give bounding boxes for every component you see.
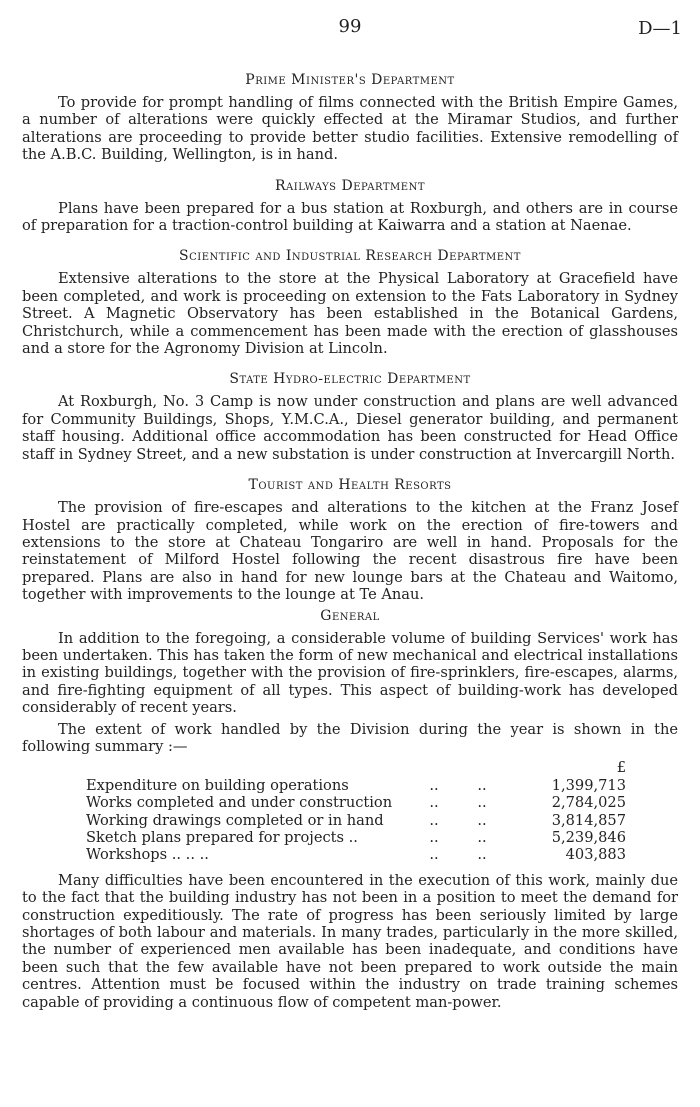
section-general [22,608,678,756]
leader-dots: .. [429,794,439,812]
section-heading: General [320,607,380,624]
leader-dots: .. [429,829,439,846]
currency-symbol: £ [616,759,626,777]
paragraph: To provide for prompt handling of films connected with the British Empire Games, a number of alterations were quickly effected at the Miramar Studios, and further alterations are proceeding to provide better studio facilities. Extensive remodelling of the A.B.C. Building, Wellington, is in hand. [22,94,678,164]
leader-dots: .. [429,776,439,794]
summary-amount: 3,814,857 [551,811,626,829]
summary-label: Expenditure on building operations [86,776,349,794]
summary-table [86,759,626,863]
section-heading: Scientific and Industrial Research Department [179,248,521,265]
document-reference: D—1 [638,18,682,39]
leader-dots: .. [477,776,487,794]
leader-dots: .. [429,811,439,829]
summary-label: Workshops .. .. .. [86,846,209,864]
section-heading: State Hydro-electric Department [229,371,471,388]
paragraph: In addition to the foregoing, a considerable volume of building Services' work has been undertaken. This has taken the form of new mechanical and electrical installations in existing buildings, together with the provision of fire-sprinklers, fire-escapes, alarms, and fire-fighting equipment of all types. This aspect of building-work has developed considerably of recent years. [22,629,678,717]
page-number: 99 [338,16,362,37]
leader-dots: .. [477,794,487,812]
leader-dots: .. [477,846,487,864]
leader-dots: .. [429,846,439,864]
document-body [22,72,678,1019]
summary-amount: 5,239,846 [551,829,626,846]
section-railways [22,178,678,235]
paragraph: Extensive alterations to the store at the Physical Laboratory at Gracefield have been completed, and work is proceeding on extension to the Fats Laboratory in Sydney Street. A Magnetic Observatory has been established in the Botanical Gardens, Christchurch, while a commencement has been made with the erection of glasshouses and a store for the Agronomy Division at Lincoln. [22,270,678,358]
summary-row [86,777,626,794]
section-heading: Railways Department [274,177,426,194]
summary-amount: 1,399,713 [551,776,626,794]
paragraph: The extent of work handled by the Division during the year is shown in the following summary :— [22,720,678,755]
section-heading: Tourist and Health Resorts [248,477,452,494]
paragraph: Plans have been prepared for a bus station at Roxburgh, and others are in course of preparation for a traction-control building at Kaiwarra and a station at Naenae. [22,199,678,235]
paragraph: At Roxburgh, No. 3 Camp is now under construction and plans are well advanced for Community Buildings, Shops, Y.M.C.A., Diesel generator building, and permanent staff housing. Additional office accommodation has been constructed for Head Office staff in Sydney Street, and a new substation is under construction at Invercargill North. [22,393,678,463]
summary-row [86,794,626,811]
paragraph: The provision of fire-escapes and alterations to the kitchen at the Franz Josef Hostel are practically completed, while work on the erection of fire-towers and extensions to the store at Chateau Tongariro are well in hand. Proposals for the reinstatement of Milford Hostel following the recent disastrous fire have been prepared. Plans are also in hand for new lounge bars at the Chateau and Waitomo, together with improvements to the lounge at Te Anau. [22,499,678,604]
section-heading: Prime Minister's Department [245,72,455,88]
leader-dots: .. [477,811,487,829]
section-scientific-industrial [22,248,678,357]
section-prime-minister [22,72,678,164]
summary-label: Sketch plans prepared for projects .. [86,829,358,846]
summary-row [86,846,626,863]
summary-row [86,812,626,829]
summary-amount: 403,883 [565,846,626,864]
summary-label: Working drawings completed or in hand [86,811,384,829]
summary-label: Works completed and under construction [86,794,393,812]
leader-dots: .. [477,829,487,846]
section-tourist-health [22,477,678,603]
summary-amount: 2,784,025 [551,794,626,812]
closing-paragraph: Many difficulties have been encountered in the execution of this work, mainly due to the fact that the building industry has not been in a position to meet the demand for construction expeditiously. The rate of progress has been seriously limited by large shortages of both labour and materials. In many trades, particularly in the more skilled, the number of experienced men available has been inadequate, and conditions have been such that the few available have not been prepared to work outside the main centres. Attention must be focused within the industry on trade training schemes capable of providing a continuous flow of competent man-power. [22,871,678,1011]
summary-row [86,829,626,846]
section-hydro-electric [22,371,678,463]
